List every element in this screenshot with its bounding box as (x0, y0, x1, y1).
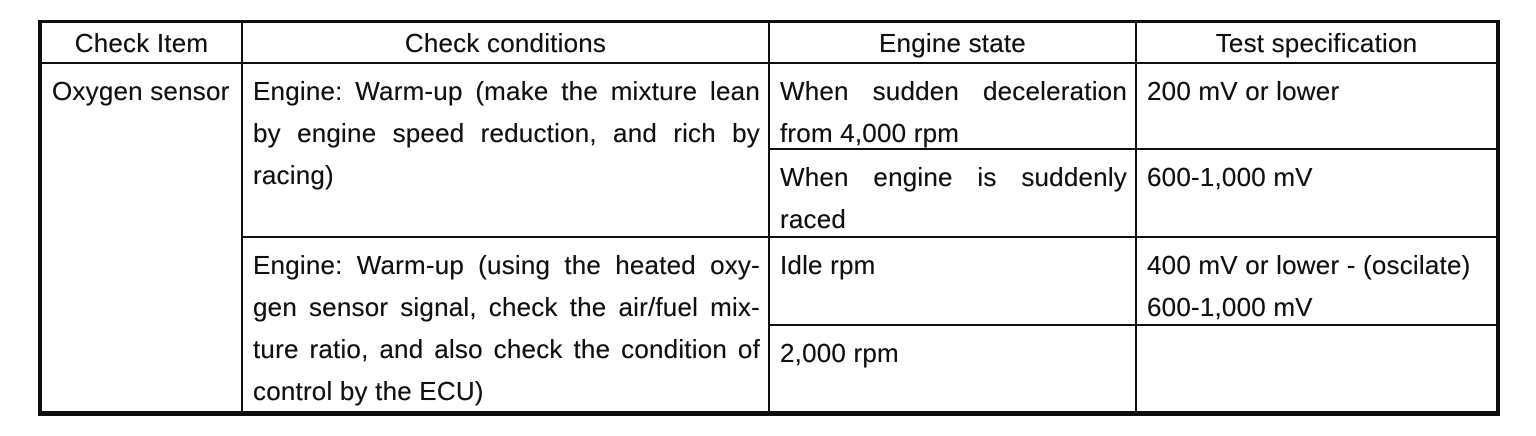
cell-engine-state-row1: When sudden deceleration from 4,000 rpm (770, 64, 1137, 150)
cell-test-spec-row1: 200 mV or lower (1137, 64, 1496, 150)
cell-test-spec-row3: 400 mV or lower - (oscilate) 600-1,000 mV (1137, 238, 1496, 326)
header-check-conditions: Check conditions (243, 23, 770, 64)
cell-engine-state-row3: Idle rpm (770, 238, 1137, 326)
cell-test-spec-row4 (1137, 326, 1496, 411)
cell-check-conditions-1: Engine: Warm-up (make the mixture lean by engine speed reduction, and rich by racing) (243, 64, 770, 238)
cell-engine-state-row4: 2,000 rpm (770, 326, 1137, 411)
cell-test-spec-row2: 600-1,000 mV (1137, 150, 1496, 238)
cell-check-conditions-2: Engine: Warm-up (using the heated oxy- gen sensor signal, check the air/fuel mix- ture ratio, and also check the condition of control by the ECU) (243, 238, 770, 411)
header-test-specification: Test specification (1137, 23, 1496, 64)
oxygen-sensor-spec-table (38, 20, 1500, 416)
cell-engine-state-row2: When engine is suddenly raced (770, 150, 1137, 238)
cell-check-item: Oxygen sensor (42, 64, 243, 411)
header-check-item: Check Item (42, 23, 243, 64)
header-engine-state: Engine state (770, 23, 1137, 64)
